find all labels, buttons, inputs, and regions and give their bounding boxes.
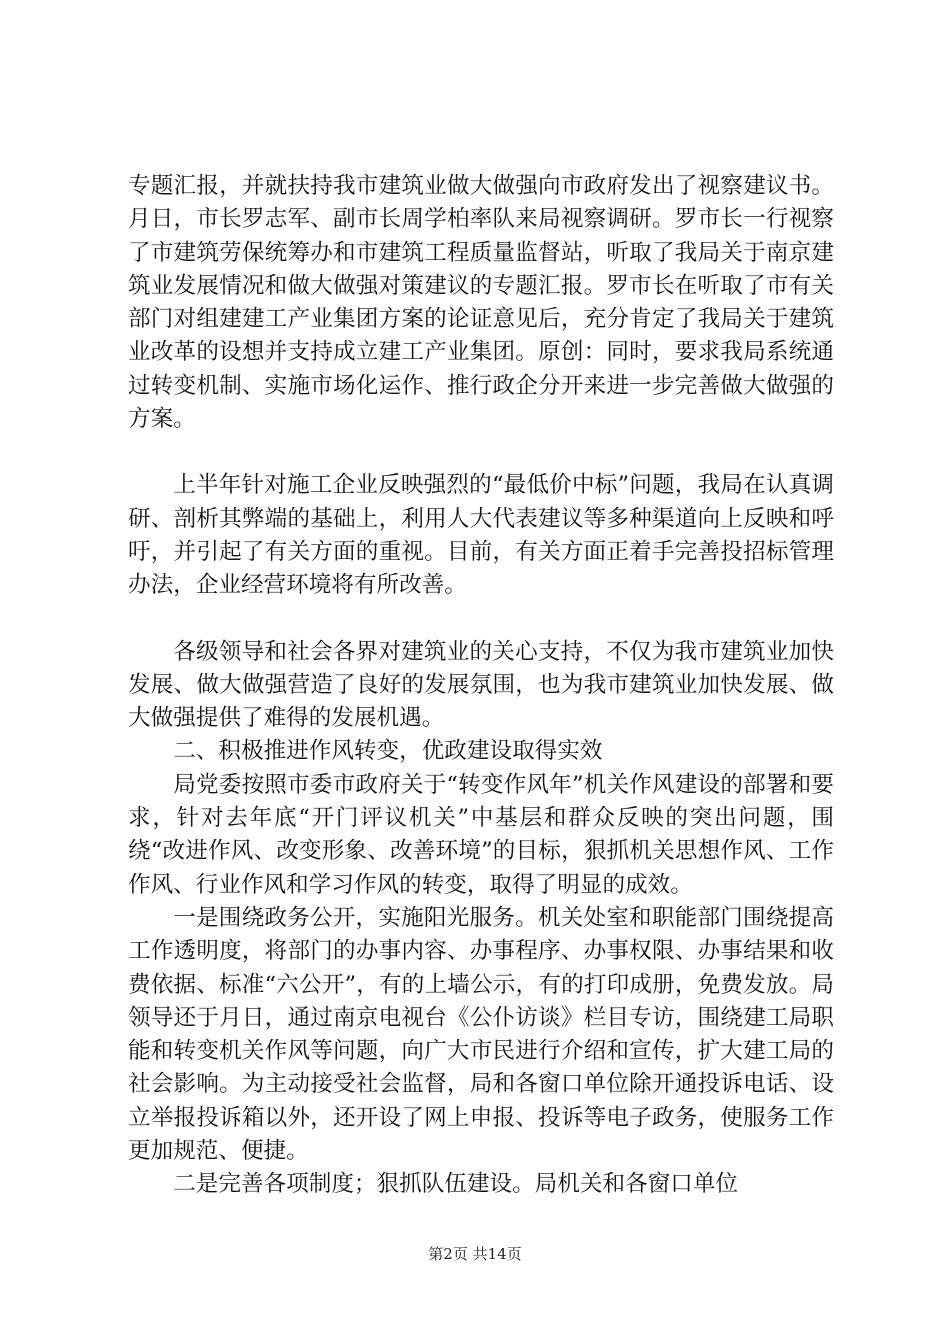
section-heading: 二、积极推进作风转变，优政建设取得实效	[173, 738, 603, 765]
paragraph-open-affairs: 一是围绕政务公开，实施阳光服务。机关处室和职能部门围绕提高工作透明度，将部门的办事内容、办事程序、办事权限、办事结果和收费依据、标准“六公开”，有的上墙公示，有的打印成册，免费发放。局领导还于月日，通过南京电视台《公仆访谈》栏目专访，围绕建工局职能和转变机关作风等问题，向广大市民进行介绍和宣传，扩大建工局的社会影响。为主动接受社会监督，局和各窗口单位除开通投诉电话、设立举报投诉箱以外，还开设了网上申报、投诉等电子政务，使服务工作更加规范、便捷。	[128, 904, 834, 1165]
paragraph-style-change: 局党委按照市委市政府关于“转变作风年”机关作风建设的部署和要求，针对去年底“开门评议机关”中基层和群众反映的突出问题，围绕“改进作风、改变形象、改善环境”的目标，狠抓机关思想作风、工作作风、行业作风和学习作风的转变，取得了明显的成效。	[128, 771, 834, 898]
paragraph-continuation: 专题汇报，并就扶持我市建筑业做大做强向市政府发出了视察建议书。月日，市长罗志军、副市长周学柏率队来局视察调研。罗市长一行视察了市建筑劳保统筹办和市建筑工程质量监督站，听取了我局关于南京建筑业发展情况和做大做强对策建议的专题汇报。罗市长在听取了市有关部门对组建建工产业集团方案的论证意见后，充分肯定了我局关于建筑业改革的设想并支持成立建工产业集团。原创：同时，要求我局系统通过转变机制、实施市场化运作、推行政企分开来进一步完善做大做强的方案。	[128, 173, 834, 433]
paragraph-systems: 二是完善各项制度；狠抓队伍建设。局机关和各窗口单位	[173, 1171, 739, 1198]
paragraph-support: 各级领导和社会各界对建筑业的关心支持，不仅为我市建筑业加快发展、做大做强营造了良好的发展氛围，也为我市建筑业加快发展、做大做强提供了难得的发展机遇。	[128, 638, 834, 732]
paragraph-lowest-bid: 上半年针对施工企业反映强烈的“最低价中标”问题，我局在认真调研、剖析其弊端的基础上，利用人大代表建议等多种渠道向上反映和呼吁，并引起了有关方面的重视。目前，有关方面正着手完善投招标管理办法，企业经营环境将有所改善。	[128, 472, 834, 599]
document-body	[128, 170, 834, 1202]
page-number-footer: 第2页 共14页	[428, 1245, 522, 1263]
